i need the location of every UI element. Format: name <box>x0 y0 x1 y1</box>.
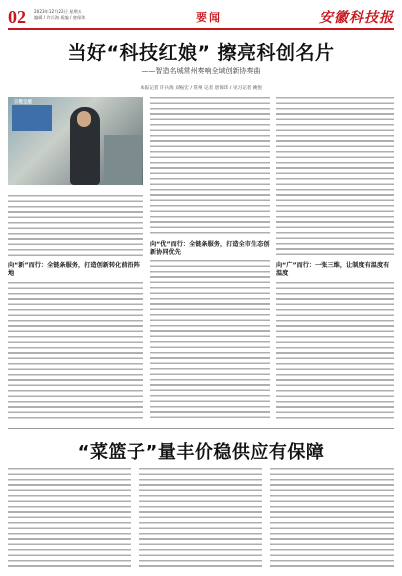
article-byline: 本报记者 许兵海 刘振宏 / 常州 记者 唐保玮 / 见习记者 姚悦 <box>140 86 262 91</box>
photo-screen <box>12 105 52 131</box>
body-text-block <box>270 468 394 570</box>
photo-face <box>77 111 91 127</box>
masthead-rule <box>8 28 394 30</box>
text-lines <box>150 260 270 422</box>
article-subhead-2: 向“优”而行：全链条服务，打造全市生态创新协同优先 <box>150 241 270 256</box>
text-lines <box>270 468 394 570</box>
body-text-block <box>8 195 143 257</box>
text-lines <box>150 97 270 237</box>
text-lines <box>276 97 394 259</box>
body-text-block <box>276 282 394 422</box>
section-title: 要闻 <box>196 11 222 24</box>
article2-headline: “菜篮子”量丰价稳供应有保障 <box>77 442 325 463</box>
text-lines <box>8 195 143 257</box>
text-lines <box>139 468 262 570</box>
body-text-block <box>8 468 131 570</box>
article-subhead-3: 向“广”而行：一张三维，让制度有温度有温度 <box>276 262 390 277</box>
page-number: 02 <box>8 7 26 27</box>
body-text-block <box>8 282 143 422</box>
article-headline: 当好“科技红娘” 擦亮科创名片 <box>67 42 335 64</box>
masthead-meta <box>34 9 85 21</box>
body-text-block <box>150 260 270 422</box>
body-text-block <box>139 468 262 570</box>
section-divider <box>8 428 394 429</box>
paper-name-logo: 安徽科技报 <box>319 10 394 26</box>
photo-logo-text: 云橙全屋 <box>14 100 32 105</box>
text-lines <box>8 468 131 570</box>
masthead <box>8 6 394 30</box>
editor-line: 编辑 / 许兵海 质编 / 唐保玮 <box>34 15 86 20</box>
date-line: 2023年12月22日 星期五 <box>34 9 82 14</box>
text-lines <box>276 282 394 422</box>
article-subhead-1: 向“新”而行：全链条服务，打造创新转化前沿阵地 <box>8 262 140 277</box>
article-subhead: ——智造名城常州奏响全域创新协奏曲 <box>141 67 261 75</box>
body-text-block <box>276 97 394 259</box>
body-text-block <box>150 97 270 237</box>
photo-shelf <box>104 135 142 185</box>
text-lines <box>8 282 143 422</box>
article-photo <box>8 97 143 185</box>
